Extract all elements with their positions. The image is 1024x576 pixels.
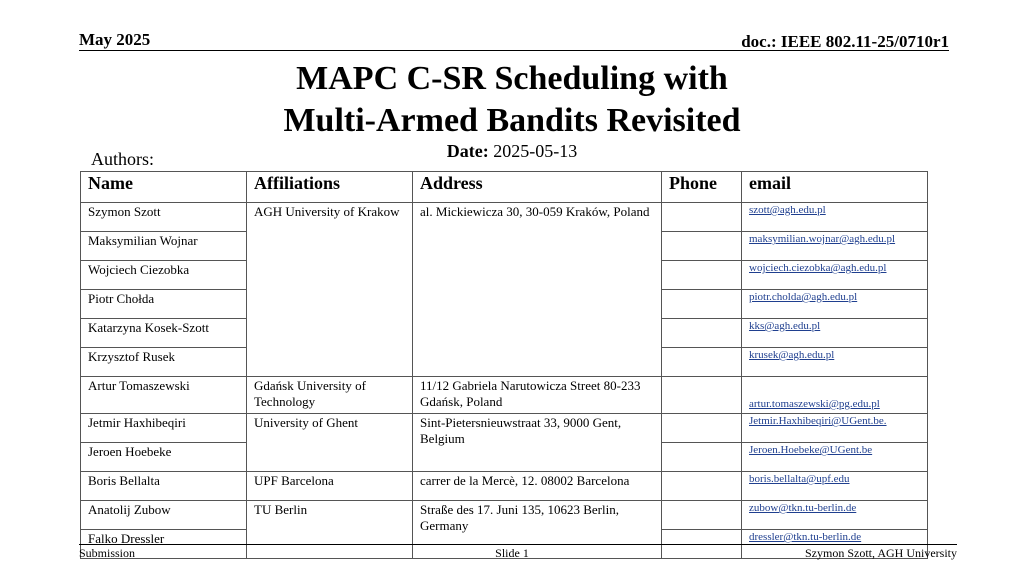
table-row — [81, 472, 928, 501]
column-header-name: Name — [81, 172, 247, 203]
author-affiliation: AGH University of Krakow — [247, 203, 413, 377]
authors-table — [80, 171, 928, 559]
author-name: Piotr Chołda — [81, 290, 247, 319]
date-value: 2025-05-13 — [493, 141, 578, 161]
author-email-link[interactable]: szott@agh.edu.pl — [742, 203, 928, 232]
footer-submission: Submission — [79, 546, 136, 560]
author-email-link[interactable]: Jetmir.Haxhibeqiri@UGent.be. — [742, 414, 928, 443]
author-affiliation: University of Ghent — [247, 414, 413, 472]
author-address: 11/12 Gabriela Narutowicza Street 80-233 Gdańsk, Poland — [413, 377, 662, 414]
author-phone — [662, 472, 742, 501]
author-address: carrer de la Mercè, 12. 08002 Barcelona — [413, 472, 662, 501]
footer-slide-number: Slide 1 — [495, 546, 529, 560]
title-line-2: Multi-Armed Bandits Revisited — [283, 102, 741, 139]
author-affiliation: Gdańsk University of Technology — [247, 377, 413, 414]
date-label: Date: — [446, 141, 489, 161]
table-header-row — [81, 172, 928, 203]
author-address: Sint-Pietersnieuwstraat 33, 9000 Gent, Belgium — [413, 414, 662, 472]
table-row — [81, 414, 928, 443]
header-doc-id: doc.: IEEE 802.11-25/0710r1 — [741, 32, 949, 51]
author-phone — [662, 319, 742, 348]
author-email-link[interactable]: dressler@tkn.tu-berlin.de — [742, 530, 928, 559]
author-affiliation: TU Berlin — [247, 501, 413, 559]
table-row — [81, 203, 928, 232]
author-phone — [662, 232, 742, 261]
footer-divider — [79, 544, 957, 545]
author-address: al. Mickiewicza 30, 30-059 Kraków, Poland — [413, 203, 662, 377]
author-email-link[interactable]: artur.tomaszewski@pg.edu.pl — [742, 377, 928, 414]
author-email-link[interactable]: boris.bellalta@upf.edu — [742, 472, 928, 501]
column-header-address: Address — [413, 172, 662, 203]
author-name: Wojciech Ciezobka — [81, 261, 247, 290]
author-phone — [662, 443, 742, 472]
column-header-affiliations: Affiliations — [247, 172, 413, 203]
author-phone — [662, 261, 742, 290]
author-name: Katarzyna Kosek-Szott — [81, 319, 247, 348]
column-header-phone: Phone — [662, 172, 742, 203]
footer-author-credit: Szymon Szott, AGH University — [805, 546, 957, 560]
author-phone — [662, 348, 742, 377]
author-name: Jetmir Haxhibeqiri — [81, 414, 247, 443]
author-name: Krzysztof Rusek — [81, 348, 247, 377]
author-address: Straße des 17. Juni 135, 10623 Berlin, Germany — [413, 501, 662, 559]
author-phone — [662, 290, 742, 319]
author-name: Anatolij Zubow — [81, 501, 247, 530]
author-email-link[interactable]: piotr.cholda@agh.edu.pl — [742, 290, 928, 319]
header-date: May 2025 — [79, 30, 151, 49]
author-email-link[interactable]: kks@agh.edu.pl — [742, 319, 928, 348]
author-email-link[interactable]: wojciech.ciezobka@agh.edu.pl — [742, 261, 928, 290]
author-name: Jeroen Hoebeke — [81, 443, 247, 472]
header-divider — [79, 50, 949, 51]
authors-label: Authors: — [91, 149, 154, 169]
author-name: Artur Tomaszewski — [81, 377, 247, 414]
table-row — [81, 501, 928, 530]
author-affiliation: UPF Barcelona — [247, 472, 413, 501]
author-name: Szymon Szott — [81, 203, 247, 232]
author-name: Maksymilian Wojnar — [81, 232, 247, 261]
author-name: Falko Dressler — [81, 530, 247, 559]
author-email-link[interactable]: zubow@tkn.tu-berlin.de — [742, 501, 928, 530]
author-email-link[interactable]: Jeroen.Hoebeke@UGent.be — [742, 443, 928, 472]
author-email-link[interactable]: maksymilian.wojnar@agh.edu.pl — [742, 232, 928, 261]
author-name: Boris Bellalta — [81, 472, 247, 501]
author-phone — [662, 377, 742, 414]
author-phone — [662, 414, 742, 443]
author-email-link[interactable]: krusek@agh.edu.pl — [742, 348, 928, 377]
slide-title — [0, 58, 1024, 142]
column-header-email: email — [742, 172, 928, 203]
title-line-1: MAPC C-SR Scheduling with — [296, 60, 728, 97]
author-phone — [662, 203, 742, 232]
author-phone — [662, 501, 742, 530]
table-row — [81, 377, 928, 414]
